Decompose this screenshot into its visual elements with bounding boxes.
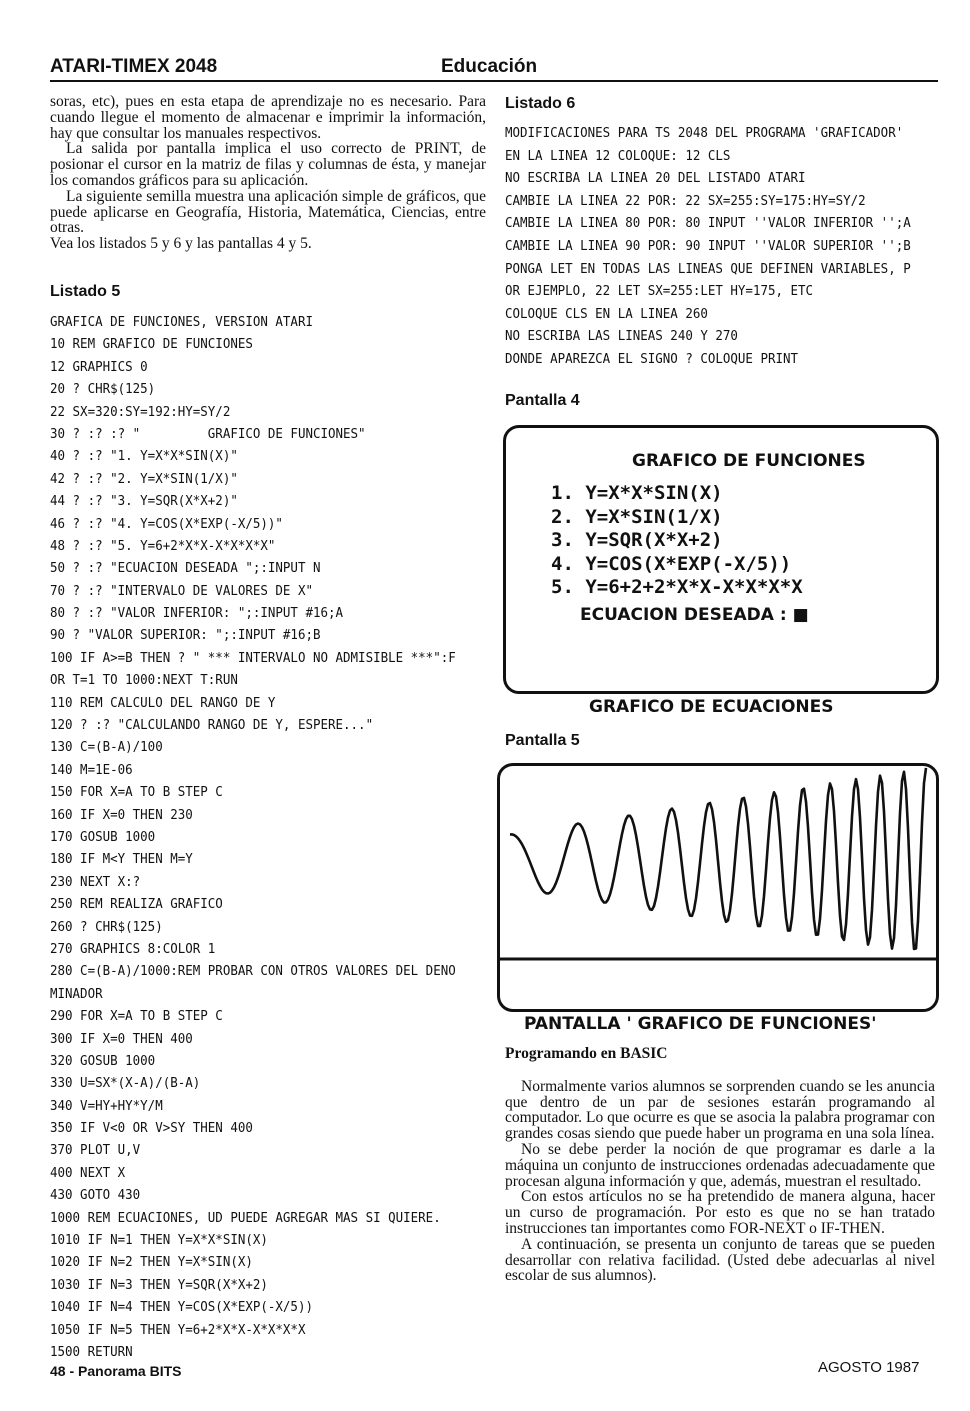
listado-5-title: Listado 5 <box>50 283 121 300</box>
code-line: 90 ? "VALOR SUPERIOR: ";:INPUT #16;B <box>50 628 321 644</box>
listado-6-title: Listado 6 <box>505 95 576 112</box>
intro-paragraph: Vea los listados 5 y 6 y las pantallas 4 y 5. <box>50 235 312 253</box>
code-line: 22 SX=320:SY=192:HY=SY/2 <box>50 404 231 420</box>
plot-curve <box>510 768 926 949</box>
code-line: 20 ? CHR$(125) <box>50 382 156 398</box>
code-line: 80 ? :? "VALOR INFERIOR: ";:INPUT #16;A <box>50 606 344 622</box>
code-line: 1000 REM ECUACIONES, UD PUEDE AGREGAR MAS SI QUIERE. <box>50 1210 441 1226</box>
screen-title: GRAFICO DE FUNCIONES <box>632 451 866 471</box>
code-line: PONGA LET EN TODAS LAS LINEAS QUE DEFINEN VARIABLES, P <box>505 261 911 277</box>
code-line: 180 IF M<Y THEN M=Y <box>50 852 193 868</box>
menu-item: 3. Y=SQR(X*X+2) <box>551 529 723 551</box>
code-line: CAMBIE LA LINEA 90 POR: 90 INPUT ''VALOR SUPERIOR '';B <box>505 238 911 254</box>
code-line: 42 ? :? "2. Y=X*SIN(1/X)" <box>50 471 238 487</box>
code-line: 230 NEXT X:? <box>50 874 141 890</box>
code-line: 290 FOR X=A TO B STEP C <box>50 1009 223 1025</box>
code-line: 170 GOSUB 1000 <box>50 829 156 845</box>
code-line: DONDE APAREZCA EL SIGNO ? COLOQUE PRINT <box>505 351 799 367</box>
code-line: NO ESCRIBA LA LINEA 20 DEL LISTADO ATARI <box>505 171 806 187</box>
article-paragraph: Con estos artículos no se ha pretendido de manera alguna, hacer un curso de programación. Por esto es que no se han tratado instrucciones tan importantes como FOR-NEXT o IF-THEN. <box>505 1188 935 1237</box>
page-footer-left: 48 - Panorama BITS <box>50 1363 182 1379</box>
code-line: 1030 IF N=3 THEN Y=SQR(X*X+2) <box>50 1277 268 1293</box>
code-line: 46 ? :? "4. Y=COS(X*EXP(-X/5))" <box>50 516 283 532</box>
code-line: 110 REM CALCULO DEL RANGO DE Y <box>50 695 276 711</box>
listado-6-code <box>505 123 945 372</box>
section-header: Educación <box>441 56 538 77</box>
article-paragraph: A continuación, se presenta un conjunto de tareas que se pueden desarrollar con relativa facilidad. (Usted debe adecuarlas al nivel escolar de sus alumnos). <box>505 1235 935 1285</box>
code-line: CAMBIE LA LINEA 80 POR: 80 INPUT ''VALOR INFERIOR '';A <box>505 216 911 232</box>
code-line: 48 ? :? "5. Y=6+2*X*X-X*X*X*X" <box>50 538 276 554</box>
code-line: 30 ? :? :? " GRAFICO DE FUNCIONES" <box>50 426 366 442</box>
listado-6 <box>505 95 945 372</box>
code-line: 70 ? :? "INTERVALO DE VALORES DE X" <box>50 583 313 599</box>
code-line: 340 V=HY+HY*Y/M <box>50 1098 163 1114</box>
menu-item: 4. Y=COS(X*EXP(-X/5)) <box>551 552 792 575</box>
code-line: 270 GRAPHICS 8:COLOR 1 <box>50 941 216 957</box>
code-line: 40 ? :? "1. Y=X*X*SIN(X)" <box>50 449 238 465</box>
article <box>505 1046 935 1284</box>
code-line: 400 NEXT X <box>50 1165 126 1181</box>
code-line: 50 ? :? "ECUACION DESEADA ";:INPUT N <box>50 561 321 577</box>
pantalla-4-screen <box>503 425 939 694</box>
intro-paragraph: soras, etc), pues en esta etapa de aprendizaje no es necesario. Para cuando llegue el momento de almacenar e imprimir la información, hay que consultar los manuales respectivos. <box>50 93 486 142</box>
code-line: 140 M=1E-06 <box>50 762 133 778</box>
code-line: 120 ? :? "CALCULANDO RANGO DE Y, ESPERE..." <box>50 718 374 734</box>
code-line: MINADOR <box>50 986 103 1002</box>
code-line: CAMBIE LA LINEA 22 POR: 22 SX=255:SY=175:HY=SY/2 <box>505 193 866 209</box>
code-line: 160 IF X=0 THEN 230 <box>50 807 193 823</box>
code-line: COLOQUE CLS EN LA LINEA 260 <box>505 306 708 322</box>
code-line: 12 GRAPHICS 0 <box>50 359 148 375</box>
pantalla-5-caption: PANTALLA ' GRAFICO DE FUNCIONES' <box>524 1014 877 1034</box>
code-line: 130 C=(B-A)/100 <box>50 740 163 756</box>
code-line: 370 PLOT U,V <box>50 1143 141 1159</box>
code-line: 1050 IF N=5 THEN Y=6+2*X*X-X*X*X*X <box>50 1322 306 1338</box>
code-line: 260 ? CHR$(125) <box>50 919 163 935</box>
code-line: 44 ? :? "3. Y=SQR(X*X+2)" <box>50 494 238 510</box>
page-footer-right: AGOSTO 1987 <box>818 1359 920 1376</box>
running-header: ATARI-TIMEX 2048 <box>50 56 218 77</box>
code-line: 330 U=SX*(X-A)/(B-A) <box>50 1076 201 1092</box>
listado-5-code <box>50 312 490 1364</box>
article-heading: Programando en BASIC <box>505 1045 668 1062</box>
menu-list <box>551 482 803 600</box>
code-line: EN LA LINEA 12 COLOQUE: 12 CLS <box>505 148 731 164</box>
menu-item: 5. Y=6+2+2*X*X-X*X*X*X <box>551 576 803 598</box>
code-line: 430 GOTO 430 <box>50 1188 141 1204</box>
code-line: 100 IF A>=B THEN ? " *** INTERVALO NO ADMISIBLE ***":F <box>50 650 456 666</box>
pantalla-5-title: Pantalla 5 <box>505 732 580 749</box>
code-line: 300 IF X=0 THEN 400 <box>50 1031 193 1047</box>
listado-5 <box>50 283 490 1364</box>
code-line: 320 GOSUB 1000 <box>50 1053 156 1069</box>
code-line: 10 REM GRAFICO DE FUNCIONES <box>50 337 253 353</box>
screen-prompt: ECUACION DESEADA : ■ <box>580 605 809 625</box>
pantalla-4-title: Pantalla 4 <box>505 392 580 409</box>
code-line: 350 IF V<0 OR V>SY THEN 400 <box>50 1121 253 1137</box>
article-paragraph: Normalmente varios alumnos se sorprenden cuando se les anuncia que dentro de un par de sesiones estarán programando al computador. Lo que ocurre es que se asocia la palabra programar con grandes cosas siendo que puede haber un programa en una sola línea. <box>505 1077 935 1143</box>
header-rule <box>50 80 938 82</box>
intro-paragraph: La salida por pantalla implica el uso correcto de PRINT, de posionar el cursor en la matriz de filas y columnas de ésta, y manejar los comandos gráficos para su aplicación. <box>50 140 486 189</box>
code-line: 1010 IF N=1 THEN Y=X*X*SIN(X) <box>50 1233 268 1249</box>
intro-text <box>50 94 486 252</box>
code-line: 150 FOR X=A TO B STEP C <box>50 785 223 801</box>
code-line: MODIFICACIONES PARA TS 2048 DEL PROGRAMA 'GRAFICADOR' <box>505 126 904 141</box>
pantalla-4-caption: GRAFICO DE ECUACIONES <box>589 697 834 717</box>
code-line: 1500 RETURN <box>50 1344 133 1360</box>
code-line: 250 REM REALIZA GRAFICO <box>50 897 223 913</box>
code-line: OR EJEMPLO, 22 LET SX=255:LET HY=175, ETC <box>505 284 814 300</box>
function-plot <box>500 766 936 1009</box>
code-line: 1040 IF N=4 THEN Y=COS(X*EXP(-X/5)) <box>50 1300 313 1316</box>
menu-item: 2. Y=X*SIN(1/X) <box>551 505 723 528</box>
intro-paragraph: La siguiente semilla muestra una aplicación simple de gráficos, que puede aplicarse en Geografía, Historia, Matemática, Ciencias, entre otras. <box>50 187 486 237</box>
menu-item: 1. Y=X*X*SIN(X) <box>551 482 723 504</box>
code-line: 1020 IF N=2 THEN Y=X*SIN(X) <box>50 1255 253 1271</box>
code-line: OR T=1 TO 1000:NEXT T:RUN <box>50 673 238 689</box>
code-line: 280 C=(B-A)/1000:REM PROBAR CON OTROS VALORES DEL DENO <box>50 964 456 980</box>
pantalla-5-screen <box>497 763 939 1012</box>
article-paragraph: No se debe perder la noción de que programar es darle a la máquina un conjunto de instrucciones ordenadas adecuadamente que procesan alguna información y que, además, muestran el resultado. <box>505 1140 935 1190</box>
code-line: NO ESCRIBA LAS LINEAS 240 Y 270 <box>505 329 738 345</box>
code-line: GRAFICA DE FUNCIONES, VERSION ATARI <box>50 315 313 330</box>
